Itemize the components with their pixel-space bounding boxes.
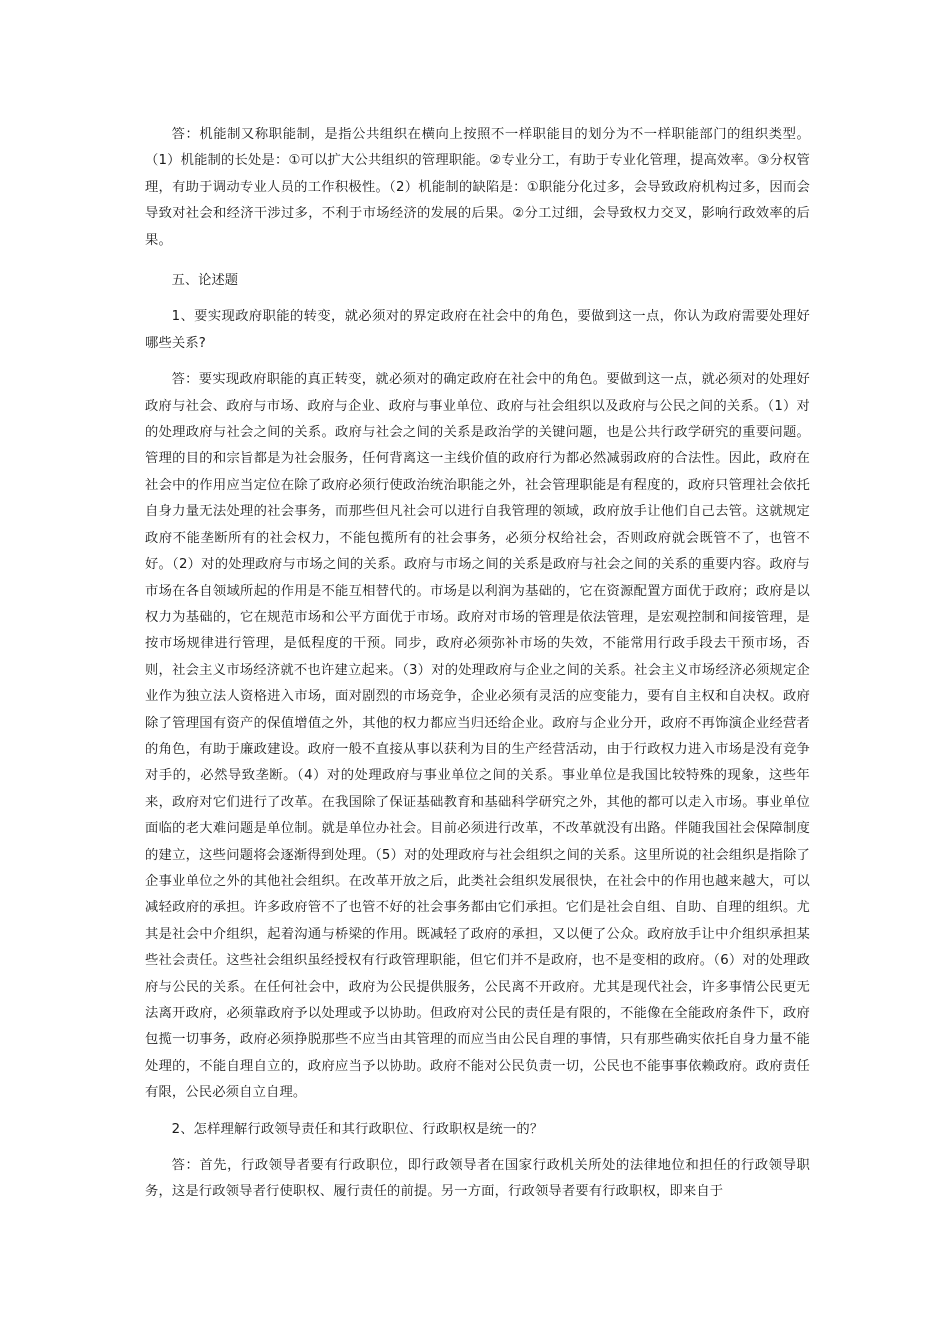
- question-2: 2、怎样理解行政领导责任和其行政职位、行政职权是统一的？: [171, 1121, 544, 1137]
- question-1: 1、要实现政府职能的转变，就必须对的界定政府在社会中的角色，要做到这一点，你认为政府需要处理好哪些关系?: [145, 309, 810, 351]
- section-heading: 五、论述题: [171, 273, 239, 289]
- document-page: [145, 122, 810, 1216]
- answer-paragraph-jinengzhi: 答：机能制又称职能制，是指公共组织在横向上按照不一样职能目的划分为不一样职能部门的组织类型。（1）机能制的长处是：①可以扩大公共组织的管理职能。②专业分工，有助于专业化管理，提高效率。③分权管理，有助于调动专业人员的工作积极性。（2）机能制的缺陷是：①职能分化过多，会导致政府机构过多，因而会导致对社会和经济干涉过多，不利于市场经济的发展的后果。②分工过细，会导致权力交叉，影响行政效率的后果。: [145, 127, 810, 248]
- answer-1: 答：要实现政府职能的真正转变，就必须对的确定政府在社会中的角色。要做到这一点，就必须对的处理好政府与社会、政府与市场、政府与企业、政府与事业单位、政府与社会组织以及政府与公民之间的关系。（1）对的处理政府与社会之间的关系。政府与社会之间的关系是政治学的关键问题，也是公共行政学研究的重要问题。管理的目的和宗旨都是为社会服务，任何背离这一主线价值的政府行为都必然减弱政府的合法性。因此，政府在社会中的作用应当定位在除了政府必须行使政治统治职能之外，社会管理职能是有程度的，政府只管理社会依托自身力量无法处理的社会事务，而那些但凡社会可以进行自我管理的领域，政府放手让他们自己去管。这就规定政府不能垄断所有的社会权力，不能包揽所有的社会事务，必须分权给社会，否则政府就会既管不了，也管不好。（2）对的处理政府与市场之间的关系。政府与市场之间的关系是政府与社会之间的关系的重要内容。政府与市场在各自领域所起的作用是不能互相替代的。市场是以利润为基础的，它在资源配置方面优于政府；政府是以权力为基础的，它在规范市场和公平方面优于市场。政府对市场的管理是依法管理，是宏观控制和间接管理，是按市场规律进行管理，是低程度的干预。同步，政府必须弥补市场的失效，不能常用行政手段去干预市场，否则，社会主义市场经济就不也许建立起来。（3）对的处理政府与企业之间的关系。社会主义市场经济必须规定企业作为独立法人资格进入市场，面对剧烈的市场竞争，企业必须有灵活的应变能力，要有自主权和自决权。政府除了管理国有资产的保值增值之外，其他的权力都应当归还给企业。政府与企业分开，政府不再饰演企业经营者的角色，有助于廉政建设。政府一般不直接从事以获利为目的生产经营活动，由于行政权力进入市场是没有竞争对手的，必然导致垄断。（4）对的处理政府与事业单位之间的关系。事业单位是我国比较特殊的现象，这些年来，政府对它们进行了改革。在我国除了保证基础教育和基础科学研究之外，其他的都可以走入市场。事业单位面临的老大难问题是单位制。就是单位办社会。目前必须进行改革，不改革就没有出路。伴随我国社会保障制度的建立，这些问题将会逐渐得到处理。（5）对的处理政府与社会组织之间的关系。这里所说的社会组织是指除了企事业单位之外的其他社会组织。在改革开放之后，此类社会组织发展很快，在社会中的作用也越来越大，可以减轻政府的承担。许多政府管不了也管不好的社会事务都由它们承担。它们是社会自组、自助、自理的组织。尤其是社会中介组织，起着沟通与桥梁的作用。既减轻了政府的承担，又以便了公众。政府放手让中介组织承担某些社会责任。这些社会组织虽经授权有行政管理职能，但它们并不是政府，也不是变相的政府。（6）对的处理政府与公民的关系。在任何社会中，政府为公民提供服务，公民离不开政府。尤其是现代社会，许多事情公民更无法离开政府，必须靠政府予以处理或予以协助。但政府对公民的责任是有限的，不能像在全能政府条件下，政府包揽一切事务，政府必须挣脱那些不应当由其管理的而应当由公民自理的事情，只有那些确实依托自身力量不能处理的，不能自理自立的，政府应当予以协助。政府不能对公民负责一切，公民也不能事事依赖政府。政府责任有限，公民必须自立自理。: [145, 372, 810, 1101]
- answer-2: 答：首先，行政领导者要有行政职位，即行政领导者在国家行政机关所处的法律地位和担任的行政领导职务，这是行政领导者行使职权、履行责任的前提。另一方面，行政领导者要有行政职权，即来自于: [145, 1158, 810, 1200]
